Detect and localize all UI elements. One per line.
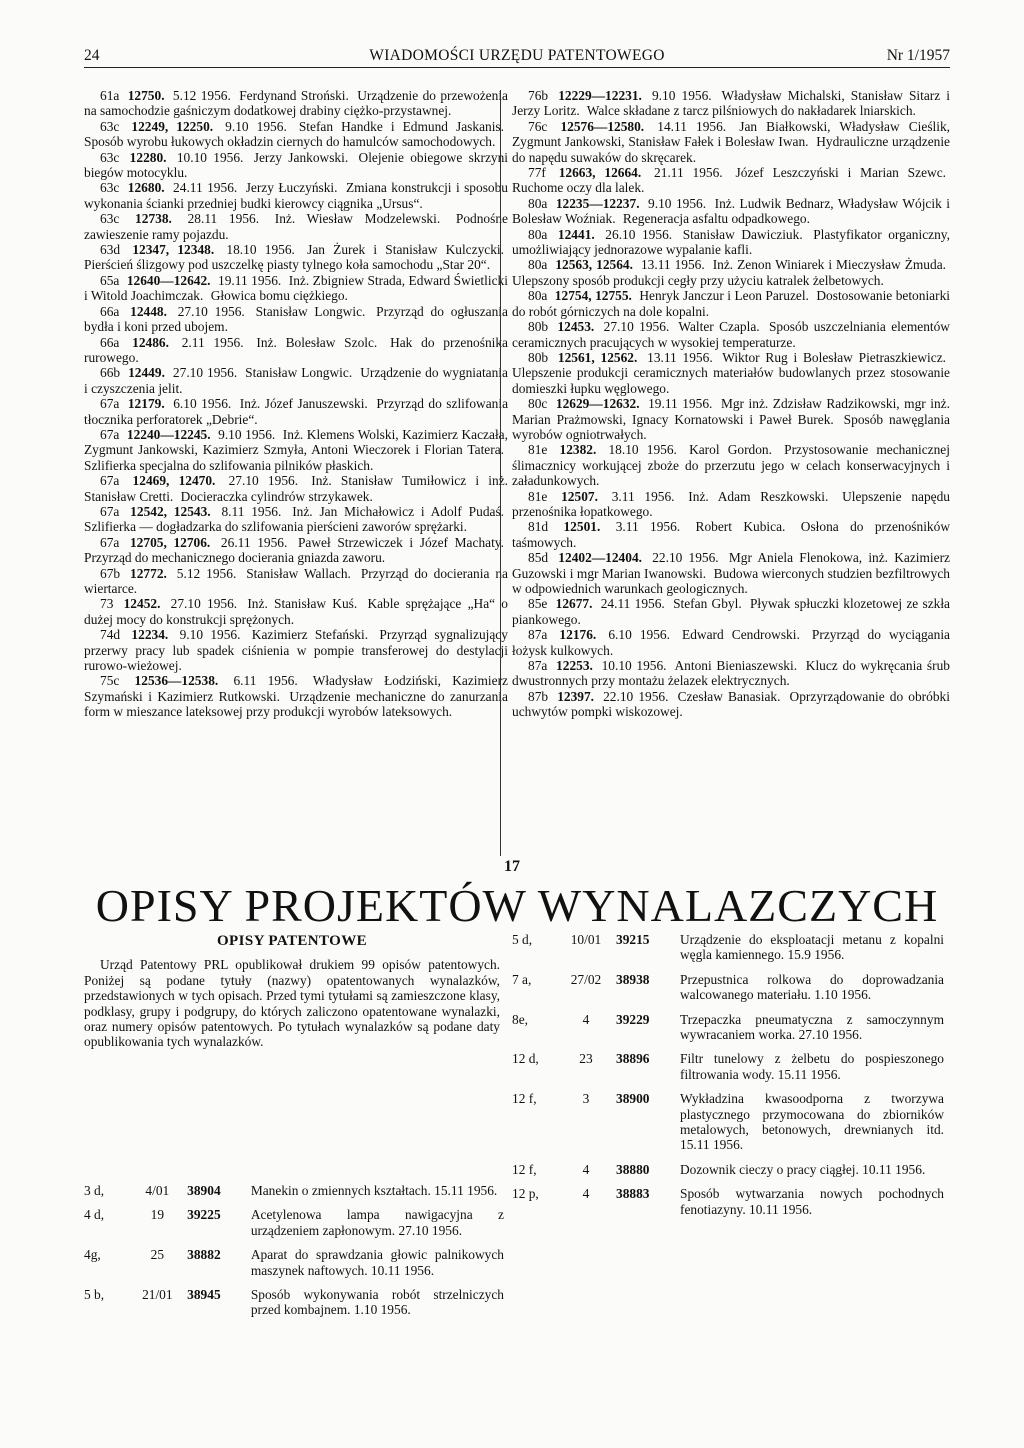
list-entry [84,211,508,242]
entry-date: 5.12 1956. [172,88,231,103]
entry-title: Przystosowanie mechanicznej ślimacznicy workującej zboże do przerzutu jego w celach konserwacyjnych i załadunkowych. [512,442,950,489]
entry-authors: Stanisław Dawicziuk. [682,226,803,242]
entry-title: Podnośne zawieszenie ramy pojazdu. [84,211,508,242]
entry-authors: Stanisław Longwic. [255,303,366,319]
patent-number: 38900 [616,1091,650,1107]
patent-table-right [512,932,950,1226]
patent-group: 23 [579,1051,593,1067]
entry-date: 19.11 1956. [648,396,713,412]
list-entry [512,257,950,288]
list-entry [512,196,950,227]
entry-number: 12536—12538. [134,673,219,689]
entry-number: 12253. [556,658,593,674]
list-entry [512,596,950,627]
entry-class: 76c [528,118,548,134]
entry-date: 9.10 1956. [651,88,712,103]
page-header [84,47,950,69]
patent-description: Przepustnica rolkowa do doprowadzania walcowanego materiału. 1.10 1956. [680,971,944,1003]
entry-number: 12542, 12543. [130,503,211,519]
entry-title: Plastyfikator organiczny, umożliwiający jednorazowe wypalanie kafli. [512,226,950,258]
patent-number: 38883 [616,1186,650,1202]
entry-authors: Inż. Zenon Winiarek i Mieczysław Żmuda. [712,257,946,273]
patent-description: Dozownik cieczy o pracy ciągłej. 10.11 1956. [680,1161,926,1177]
entry-authors: Inż. Zbigniew Strada, Edward Świetlicki i Witold Joachimczak. [84,272,508,304]
entry-number: 12234. [131,627,169,643]
entry-class: 63c [100,211,120,227]
entry-title: Przyrząd do ogłuszania bydła i koni przed ubojem. [84,303,508,335]
entry-authors: Inż. Jan Michałowicz i Adolf Pudaś. [292,503,505,519]
entry-class: 76b [528,88,549,103]
entry-number: 12640—12642. [126,272,211,288]
entry-authors: Inż. Klemens Wolski, Kazimierz Kaczała, Zygmunt Jankowski, Kazimierz Szmyła, Antoni Wieczorek i Florian Tatera. [84,426,508,458]
table-row [512,1051,944,1091]
entry-class: 63c [100,149,120,165]
list-entry [84,365,508,396]
patent-class: 12 d, [512,1051,539,1067]
list-entry [512,119,950,165]
entry-number: 12750. [127,88,165,103]
entry-class: 80a [528,195,548,211]
entry-title: Pływak spłuczki klozetowej ze szkła piankowego. [512,596,951,627]
entry-date: 18.10 1956. [226,242,295,258]
patent-class: 5 d, [512,932,533,947]
list-entry [512,442,950,488]
entry-number: 12448. [130,303,167,319]
list-entry [512,658,950,689]
patent-group: 10/01 [570,932,602,947]
entry-title: Hydrauliczne urządzenie do napędu suwaków do skręcarek. [512,134,951,165]
entry-authors: Inż. Bolesław Szolc. [256,334,378,350]
entry-title: Urządzenie mechaniczne do zanurzania form w mieszance lateksowej przy produkcji wyrobów lateksowych. [84,688,508,720]
entry-authors: Inż. Ludwik Bednarz, Władysław Wójcik i Bolesław Woźniak. [512,195,950,227]
entry-title: Docieraczka cylindrów strzykawek. [180,488,373,504]
list-entry [84,596,508,627]
patent-class: 4 d, [84,1207,105,1223]
entry-authors: Karol Gordon. [689,442,772,458]
entry-number: 12249, 12250. [131,118,214,134]
entry-date: 10.10 1956. [176,149,244,165]
entry-date: 27.10 1956. [603,319,670,335]
patent-table-left [84,1183,504,1327]
table-row [84,1183,504,1207]
list-entry [84,180,508,211]
entry-title: Głowica bomu ciężkiego. [210,288,348,304]
patent-description: Sposób wykonywania robót strzelniczych przed kombajnem. 1.10 1956. [250,1287,504,1318]
patent-description: Sposób wytwarzania nowych pochodnych fenotiazyny. 10.11 1956. [680,1186,944,1217]
list-entry [512,519,950,550]
list-entry [84,335,508,366]
patent-description: Aparat do sprawdzania głowic palnikowych maszynek naftowych. 10.11 1956. [250,1247,504,1278]
table-row [512,932,944,972]
entry-date: 13.11 1956. [647,349,713,365]
patent-group: 4 [582,1011,590,1027]
entry-title: Klucz do wykręcania śrub dwustronnych przy montażu żelazek elektrycznych. [512,658,950,689]
entry-class: 65a [100,272,120,288]
entry-class: 67a [100,396,120,412]
entry-class: 73 [100,596,114,612]
patent-description: Trzepaczka pneumatyczna z samoczynnym wywracaniem worka. 27.10 1956. [680,1011,944,1043]
entry-authors: Stefan Handke i Edmund Jaskanis. [298,118,504,134]
patent-class: 7 a, [512,971,532,987]
entry-title: Osłona do przenośników taśmowych. [512,519,950,550]
entry-title: Oprzyrządowanie do obróbki uchwytów pompki wiskozowej. [512,688,950,720]
entry-title: Regeneracja asfaltu odpadkowego. [622,211,810,227]
patent-number: 38880 [616,1161,650,1177]
list-entry [84,273,508,304]
patent-number: 38904 [187,1183,221,1198]
entry-authors: Ferdynand Stroński. [239,88,349,103]
entry-number: 12452. [123,596,161,612]
patent-number: 39215 [616,932,650,947]
entry-class: 80b [528,349,549,365]
entry-authors: Inż. Stanisław Kuś. [247,596,358,612]
entry-date: 24.11 1956. [600,596,665,612]
entry-class: 80b [528,319,549,335]
entry-date: 27.10 1956. [177,303,245,319]
entry-class: 74d [100,627,121,643]
patent-number: 38896 [616,1051,650,1067]
entry-date: 2.11 1956. [181,334,244,350]
entry-authors: Jan Żurek i Stanisław Kulczycki. [307,242,504,258]
entry-title: Ruchome oczy dla lalek. [512,180,645,196]
patent-description: Wykładzina kwasoodporna z tworzywa plastycznego przymocowana do zbiorników metalowych, betonowych, drewnianych itd. 15.11 1956. [680,1091,944,1153]
patent-group: 3 [582,1091,590,1107]
column-divider [500,90,501,856]
list-entry [84,566,508,597]
entry-authors: Walter Czapla. [678,319,760,335]
entry-authors: Antoni Bieniaszewski. [674,658,798,674]
list-entry [512,689,950,720]
entry-date: 9.10 1956. [179,627,241,643]
entry-class: 85e [528,596,548,612]
entry-number: 12576—12580. [560,118,645,134]
entry-class: 77f [528,165,546,181]
entry-date: 8.11 1956. [221,503,282,519]
entry-date: 21.11 1956. [654,165,723,181]
entry-class: 63c [100,180,120,196]
entry-title: Pierścień ślizgowy pod uszczelkę piasty tylnego koła samochodu „Star 20“. [84,257,491,273]
entry-authors: Wiktor Rug i Bolesław Pietraszkiewicz. [722,349,946,365]
table-row [84,1247,504,1287]
list-entry [512,350,950,396]
table-row [512,1091,944,1162]
entry-title: Zmiana konstrukcji i sposobu wykonania ścianki przedniej budki kierowcy ciągnika „Ursus“. [84,180,508,211]
entry-authors: Jerzy Łuczyński. [245,180,338,196]
patent-group: 4/01 [145,1183,170,1198]
entry-authors: Władysław Michalski, Stanisław Sitarz i Jerzy Loritz. [512,88,950,119]
entry-date: 10.10 1956. [601,658,667,674]
entry-title: Urządzenie do przewożenia na samochodzie gaśniczym dodatkowej drabiny ciężko-przystawnej. [84,88,508,119]
entry-date: 24.11 1956. [173,180,238,196]
header-rule [84,67,950,68]
entry-date: 26.10 1956. [605,226,673,242]
list-entry [84,88,508,119]
entry-number: 12280. [129,149,167,165]
entry-title: Ulepszenie produkcji ceramicznych materiałów budowlanych przez stosowanie domieszki łupku węglowego. [512,365,950,396]
list-entry [84,304,508,335]
patent-group: 25 [150,1247,165,1263]
entry-number: 12561, 12562. [557,349,638,365]
entry-class: 80c [528,396,548,412]
entry-authors: Inż. Stanisław Tumiłowicz i inż. Stanisław Cretti. [84,473,509,504]
entry-date: 6.11 1956. [233,673,298,689]
list-entry [512,319,950,350]
list-entry [512,396,950,442]
entry-date: 9.10 1956. [225,118,287,134]
entry-authors: Robert Kubica. [695,519,786,535]
patent-description: Manekin o zmiennych kształtach. 15.11 1956. [250,1183,498,1198]
patent-group: 4 [582,1186,590,1202]
entry-class: 87a [528,627,548,643]
entry-date: 13.11 1956. [640,257,705,273]
patent-description: Acetylenowa lampa nawigacyjna z urządzeniem zapłonowym. 27.10 1956. [250,1207,504,1238]
entry-date: 3.11 1956. [611,488,675,504]
entry-number: 12235—12237. [555,195,640,211]
entry-date: 6.10 1956. [173,396,232,412]
patent-group: 21/01 [142,1287,173,1303]
entry-date: 9.10 1956. [648,195,707,211]
list-entry [512,489,950,520]
entry-authors: Józef Leszczyński i Marian Szewc. [735,165,946,181]
entry-class: 66b [100,365,121,381]
entry-authors: Jerzy Jankowski. [253,149,349,165]
list-entry [84,150,508,181]
entry-number: 12486. [132,334,169,350]
entry-date: 18.10 1956. [608,442,677,458]
patent-class: 12 f, [512,1161,537,1177]
entry-class: 61a [100,88,120,103]
entry-authors: Inż. Wiesław Modzelewski. [274,211,441,227]
list-entry [512,227,950,258]
entry-title: Sposób uszczelniania elementów ceramicznych pracujących w wysokiej temperaturze. [512,319,950,350]
entry-number: 12449. [128,365,165,381]
entry-class: 87a [528,658,548,674]
list-entry [84,673,508,719]
entry-title: Przyrząd sygnalizujący przerwy pracy lub spadek ciśnienia w pompie transferowej do destylacji rurowo-wieżowej. [84,627,508,674]
list-entry [84,396,508,427]
entry-title: Kable sprężające „Ha“ o dużej mocy do konstrukcji sprężonych. [84,596,508,627]
right-column-entries [512,88,950,720]
entry-number: 12507. [561,488,598,504]
entry-number: 12397. [557,688,595,704]
page-number: 24 [84,47,100,64]
entry-class: 66a [100,303,120,319]
entry-title: Przyrząd do docierania na wiertarce. [84,565,508,596]
list-entry [84,427,508,473]
list-entry [512,550,950,596]
entry-class: 85d [528,550,549,566]
entry-title: Ulepszony sposób produkcji cegły przy użyciu katralek żelbetowych. [512,272,884,288]
entry-title: Szlifierka specjalna do szlifowania pilników płaskich. [84,457,374,473]
entry-date: 5.12 1956. [176,565,237,581]
entry-number: 12382. [559,442,597,458]
table-row [512,1012,944,1052]
entry-authors: Kazimierz Stefański. [251,627,369,643]
entry-number: 12469, 12470. [132,473,216,489]
entry-date: 22.10 1956. [652,550,719,566]
entry-class: 81e [528,442,548,458]
entry-authors: Mgr Aniela Flenokowa, inż. Kazimierz Guzowski i mgr Marian Iwanowski. [512,550,950,581]
entry-authors: Henryk Janczur i Leon Paruzel. [639,288,809,304]
entry-date: 19.11 1956. [218,272,282,288]
entry-date: 9.10 1956. [218,426,276,442]
entry-number: 12738. [135,211,172,227]
entry-class: 80a [528,257,548,273]
patent-group: 19 [150,1207,165,1223]
entry-date: 28.11 1956. [187,211,260,227]
entry-title: Sposób wyrobu łukowych okładzin ciernych do hamulców samochodowych. [84,134,496,150]
entry-date: 22.10 1956. [603,688,669,704]
entry-class: 80a [528,288,548,304]
list-entry [84,627,508,673]
entry-number: 12705, 12706. [129,534,211,550]
intro-text: Urząd Patentowy PRL opublikował drukiem 99 opisów patentowych. Poniżej są podane tytuły (nazwy) opatentowanych wynalazków, przedstawionych w tych opisach. Przed tymi tytułami są zamieszczone klasy, podklasy, grupy i podgrupy, do których zaliczono opatentowane wynalazki, oraz numery opisów patentowych. Po tytułach wynalazków są podane daty opublikowania tych wynalazków. [84,957,500,1050]
section-title: OPISY PROJEKTÓW WYNALAZCZYCH [95,880,939,931]
entry-number: 12680. [127,180,165,196]
patent-number: 38882 [187,1247,221,1263]
entry-authors: Czesław Banasiak. [677,688,781,704]
entry-number: 12402—12404. [558,550,642,566]
entry-title: Przyrząd do wyciągania łożysk kulkowych. [512,627,950,658]
entry-title: Budowa wierconych studzien bezfiltrowych w odpowiednich warunkach geologicznych. [512,565,950,596]
entry-class: 67a [100,426,120,442]
entry-class: 67a [100,473,120,489]
patent-number: 39225 [187,1207,221,1223]
patent-class: 12 p, [512,1186,539,1202]
patent-group: 27/02 [570,971,602,987]
entry-number: 12240—12245. [126,426,211,442]
intro-heading: OPISY PATENTOWE [216,933,368,949]
section-number: 17 [504,858,520,875]
list-entry [84,504,508,535]
table-row [512,972,944,1012]
table-row [512,1186,944,1226]
entry-title: Walce składane z tarcz pilśniowych do nakładarek lniarskich. [586,103,916,119]
left-column-entries [84,88,508,720]
entry-class: 63d [100,242,121,258]
entry-number: 12663, 12664. [558,165,642,181]
entry-authors: Stefan Gbyl. [673,596,742,612]
entry-class: 75c [100,673,120,689]
entry-date: 27.10 1956. [172,365,238,381]
entry-title: Sposób nawęglania wyrobów ogniotrwałych. [512,411,950,442]
entry-number: 12229—12231. [558,88,642,103]
patent-number: 38938 [616,971,650,987]
list-entry [84,242,508,273]
entry-date: 27.10 1956. [170,596,238,612]
entry-number: 12677. [555,596,593,612]
list-entry [512,288,950,319]
patent-number: 38945 [187,1287,221,1303]
entry-class: 67b [100,565,121,581]
entry-authors: Mgr inż. Zdzisław Radzikowski, mgr inż. Marian Prażmowski, Ignacy Kornatowski i Paweł Burek. [512,396,950,427]
entry-class: 67a [100,503,120,519]
entry-date: 6.10 1956. [608,627,670,643]
entry-authors: Stanisław Wallach. [246,565,351,581]
list-entry [84,119,508,150]
entry-class: 80a [528,226,548,242]
entry-number: 12563, 12564. [555,257,633,273]
entry-class: 81d [528,519,549,535]
entry-number: 12441. [557,226,595,242]
entry-title: Urządzenie do wygniatania i czyszczenia jelit. [84,365,508,396]
table-row [512,1162,944,1186]
entry-authors: Władysław Łodziński, Kazimierz Szymański i Kazimierz Rutkowski. [84,673,508,704]
entry-number: 12629—12632. [555,396,640,412]
entry-authors: Jan Białkowski, Władysław Cieślik, Zygmunt Jankowski, Stanisław Fałek i Bolesław Iwan. [512,118,951,150]
entry-number: 12453. [557,319,595,335]
entry-title: Szlifierka — dogładzarka do szlifowania pierścieni zaworów sprężarki. [84,519,467,535]
patent-description: Urządzenie do eksploatacji metanu z kopalni węgla kamiennego. 15.9 1956. [680,932,944,963]
journal-title: WIADOMOŚCI URZĘDU PATENTOWEGO [369,47,665,64]
entry-number: 12772. [130,565,167,581]
entry-number: 12179. [127,396,165,412]
entry-class: 63c [100,118,120,134]
patent-class: 12 f, [512,1091,537,1107]
patent-class: 4g, [84,1247,101,1263]
entry-class: 87b [528,688,549,704]
entry-title: Przyrząd do szlifowania tłocznika perforatorek „Debrie“. [84,396,509,427]
entry-number: 12501. [563,519,601,535]
entry-class: 67a [100,534,120,550]
patent-number: 39229 [616,1011,650,1027]
table-row [84,1287,504,1327]
entry-authors: Inż. Adam Reszkowski. [688,488,829,504]
entry-class: 66a [100,334,120,350]
entry-date: 3.11 1956. [615,519,681,535]
entry-authors: Stanisław Longwic. [245,365,353,381]
entry-title: Przyrząd do mechanicznego docierania gniazda zaworu. [84,550,386,566]
entry-title: Dostosowanie betoniarki do robót górniczych na dole kopalni. [512,288,950,319]
entry-authors: Paweł Strzewiczek i Józef Machaty. [297,534,504,550]
entry-number: 12347, 12348. [132,242,215,258]
issue-number: Nr 1/1957 [886,47,950,64]
patent-description: Filtr tunelowy z żelbetu do pospieszonego filtrowania wody. 15.11 1956. [680,1051,944,1082]
list-entry [512,88,950,119]
list-entry [84,535,508,566]
list-entry [84,473,508,504]
entry-title: Olejenie obiegowe skrzyni biegów motocyklu. [84,149,508,181]
patent-class: 5 b, [84,1287,105,1303]
entry-date: 14.11 1956. [657,118,727,134]
patent-group: 4 [582,1161,590,1177]
list-entry [512,627,950,658]
patent-class: 3 d, [84,1183,105,1198]
entry-date: 27.10 1956. [228,473,299,489]
entry-class: 81e [528,488,548,504]
list-entry [512,165,950,196]
entry-title: Hak do przenośnika rurowego. [84,334,508,365]
table-row [84,1207,504,1247]
entry-authors: Inż. Józef Januszewski. [239,396,368,412]
entry-number: 12754, 12755. [554,288,632,304]
patent-class: 8e, [512,1011,528,1027]
entry-number: 12176. [559,627,597,643]
entry-title: Ulepszenie napędu przenośnika łopatkowego. [512,488,950,519]
entry-authors: Edward Cendrowski. [682,627,800,643]
intro-block [84,934,500,1050]
entry-date: 26.11 1956. [220,534,288,550]
